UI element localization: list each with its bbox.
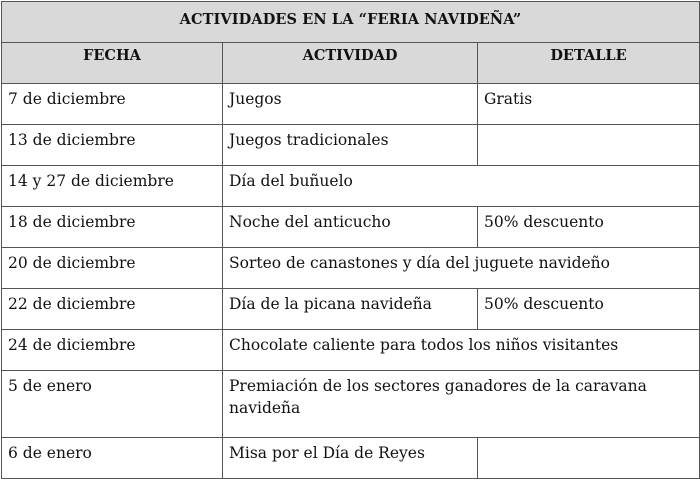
table-row <box>2 84 700 125</box>
cell-actividad: Misa por el Día de Reyes <box>223 438 478 479</box>
table-title-cell <box>2 2 700 43</box>
table-title: ACTIVIDADES EN LA “FERIA NAVIDEÑA” <box>179 10 522 28</box>
cell-detalle <box>478 438 700 479</box>
cell-fecha: 14 y 27 de diciembre <box>2 166 223 207</box>
header-actividad: ACTIVIDAD <box>223 43 478 84</box>
cell-actividad: Juegos <box>223 84 478 125</box>
schedule-table <box>1 1 700 479</box>
cell-actividad: Noche del anticucho <box>223 207 478 248</box>
cell-actividad: Día de la picana navideña <box>223 289 478 330</box>
table-row <box>2 330 700 371</box>
table-row <box>2 438 700 479</box>
header-detalle: DETALLE <box>478 43 700 84</box>
table-row <box>2 207 700 248</box>
header-row <box>2 43 700 84</box>
cell-fecha: 13 de diciembre <box>2 125 223 166</box>
table-row <box>2 371 700 438</box>
cell-detalle: 50% descuento <box>478 207 700 248</box>
cell-detalle: 50% descuento <box>478 289 700 330</box>
table-row <box>2 166 700 207</box>
cell-detalle <box>478 125 700 166</box>
table-row <box>2 125 700 166</box>
cell-detalle: Gratis <box>478 84 700 125</box>
cell-fecha: 18 de diciembre <box>2 207 223 248</box>
cell-fecha: 7 de diciembre <box>2 84 223 125</box>
table-row <box>2 289 700 330</box>
cell-actividad: Chocolate caliente para todos los niños visitantes <box>223 330 700 371</box>
cell-fecha: 22 de diciembre <box>2 289 223 330</box>
cell-fecha: 5 de enero <box>2 371 223 438</box>
table-row <box>2 248 700 289</box>
cell-actividad: Premiación de los sectores ganadores de la caravana navideña <box>223 371 700 438</box>
cell-actividad: Juegos tradicionales <box>223 125 478 166</box>
cell-actividad: Día del buñuelo <box>223 166 700 207</box>
cell-fecha: 24 de diciembre <box>2 330 223 371</box>
title-row <box>2 2 700 43</box>
header-fecha: FECHA <box>2 43 223 84</box>
cell-fecha: 20 de diciembre <box>2 248 223 289</box>
cell-fecha: 6 de enero <box>2 438 223 479</box>
schedule-table-wrapper <box>1 1 699 479</box>
cell-actividad: Sorteo de canastones y día del juguete navideño <box>223 248 700 289</box>
